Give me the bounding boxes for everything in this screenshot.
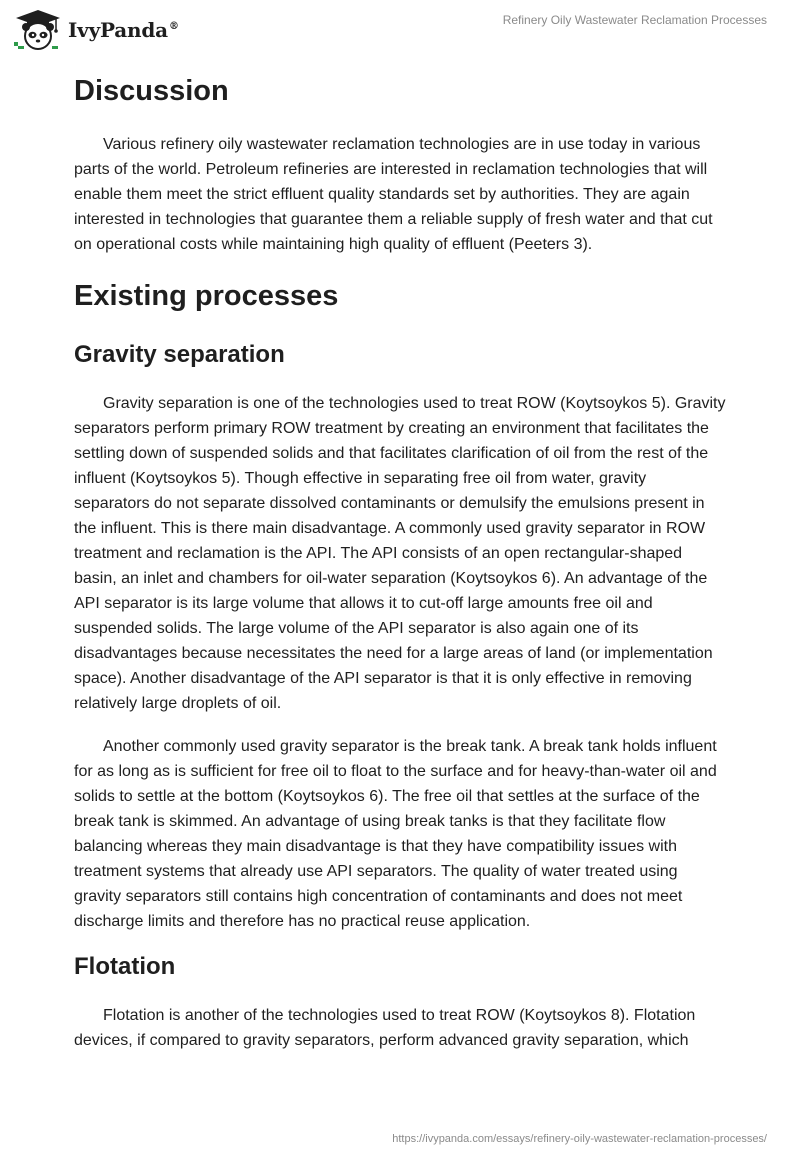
paragraph-gravity-2: Another commonly used gravity separator is the break tank. A break tank holds influent for as long as is sufficient for free oil to float to the surface and for heavy-than-water oil and solids to settle at the bottom (Koytsoykos 6). The free oil that settles at the surface of the break tank is skimmed. An advantage of using break tanks is that they facilitate flow balancing whereas they main disadvantage is that they have compatibility issues with treatment systems that already use API separators. The quality of water treated using gravity separators still contains high concentration of contaminants and does not meet discharge limits and therefore has no practical reuse application. <box>74 738 717 930</box>
running-title: Refinery Oily Wastewater Reclamation Processes <box>502 13 767 27</box>
heading-discussion: Discussion <box>74 75 229 107</box>
page-header <box>0 0 800 60</box>
panda-graduate-icon <box>14 8 62 52</box>
heading-existing-processes: Existing processes <box>74 280 339 312</box>
footer-url[interactable]: https://ivypanda.com/essays/refinery-oily-wastewater-reclamation-processes/ <box>392 1133 767 1145</box>
heading-flotation: Flotation <box>74 953 176 980</box>
paragraph-gravity-1: Gravity separation is one of the technologies used to treat ROW (Koytsoykos 5). Gravity separators perform primary ROW treatment by creating an environment that facilitates the settling down of suspended solids and that facilitates clarification of oil from the rest of the influent (Koytsoykos 5). Though effective in separating free oil from water, gravity separators do not separate dissolved contaminants or demulsify the emulsions present in the influent. This is there main disadvantage. A commonly used gravity separator in ROW treatment and reclamation is the API. The API consists of an open rectangular-shaped basin, an inlet and chambers for oil-water separation (Koytsoykos 6). An advantage of the API separator is its large volume that allows it to cut-off large amounts free oil and suspended solids. The large volume of the API separator is also again one of its disadvantages because necessitates the need for a large areas of land (or implementation space). Another disadvantage of the API separator is that it is only effective in removing relatively large droplets of oil. <box>74 395 726 712</box>
ivypanda-logo[interactable] <box>14 8 179 52</box>
logo-wordmark: IvyPanda® <box>68 18 179 42</box>
paragraph-discussion: Various refinery oily wastewater reclamation technologies are in use today in various parts of the world. Petroleum refineries are interested in reclamation technologies that will enable them meet the strict effluent quality standards set by authorities. They are again interested in technologies that guarantee them a reliable supply of fresh water and that cut on operational costs while maintaining high quality of effluent (Peeters 3). <box>74 136 713 253</box>
registered-mark: ® <box>168 21 179 33</box>
heading-gravity-separation: Gravity separation <box>74 341 285 368</box>
essay-body <box>74 70 726 1053</box>
paragraph-flotation: Flotation is another of the technologies used to treat ROW (Koytsoykos 8). Flotation devices, if compared to gravity separators, perform advanced gravity separation, which <box>74 1007 696 1049</box>
